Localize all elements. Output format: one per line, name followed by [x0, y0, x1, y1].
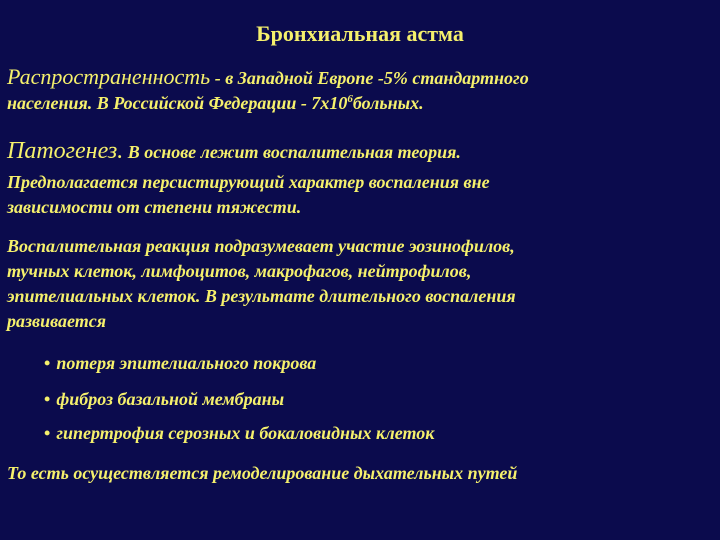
persistent-line1: Предполагается персистирующий характер воспаления вне: [7, 172, 490, 192]
bullet-item: [44, 387, 704, 411]
bullet-icon: •: [44, 423, 51, 443]
inflammation-line4: развивается: [7, 311, 107, 331]
bullet-text: фиброз базальной мембраны: [56, 389, 285, 409]
prevalence-term: Распространенность: [7, 64, 211, 89]
persistent-line2: зависимости от степени тяжести.: [7, 197, 302, 217]
pathogenesis-term: Патогенез.: [7, 138, 124, 164]
bullet-item: [44, 421, 704, 445]
prevalence-line2-end: больных.: [352, 93, 424, 113]
prevalence-line1-text: - в Западной Европе -5% стандартного: [210, 68, 529, 88]
slide-title: Бронхиальная астма: [256, 21, 464, 46]
bullet-text: потеря эпителиального покрова: [56, 353, 317, 373]
bullet-item: [44, 351, 704, 375]
persistent-paragraph: [7, 170, 713, 220]
pathogenesis-paragraph: [7, 139, 713, 165]
prevalence-line2-text: населения. В Российской Федерации - 7х10: [7, 93, 348, 113]
pathogenesis-text: В основе лежит воспалительная теория.: [123, 142, 461, 162]
bullet-icon: •: [44, 389, 51, 409]
inflammation-line2: тучных клеток, лимфоцитов, макрофагов, нейтрофилов,: [7, 261, 472, 281]
prevalence-paragraph: [7, 64, 713, 116]
conclusion-text: То есть осуществляется ремоделирование дыхательных путей: [7, 463, 518, 483]
inflammation-line1: Воспалительная реакция подразумевает участие эозинофилов,: [7, 236, 515, 256]
prevalence-exponent: 6: [347, 93, 353, 105]
inflammation-line3: эпителиальных клеток. В результате длительного воспаления: [7, 286, 516, 306]
conclusion-paragraph: [7, 461, 713, 486]
bullet-text: гипертрофия серозных и бокаловидных клеток: [56, 423, 435, 443]
inflammation-paragraph: [7, 234, 713, 334]
bullet-icon: •: [44, 353, 51, 373]
